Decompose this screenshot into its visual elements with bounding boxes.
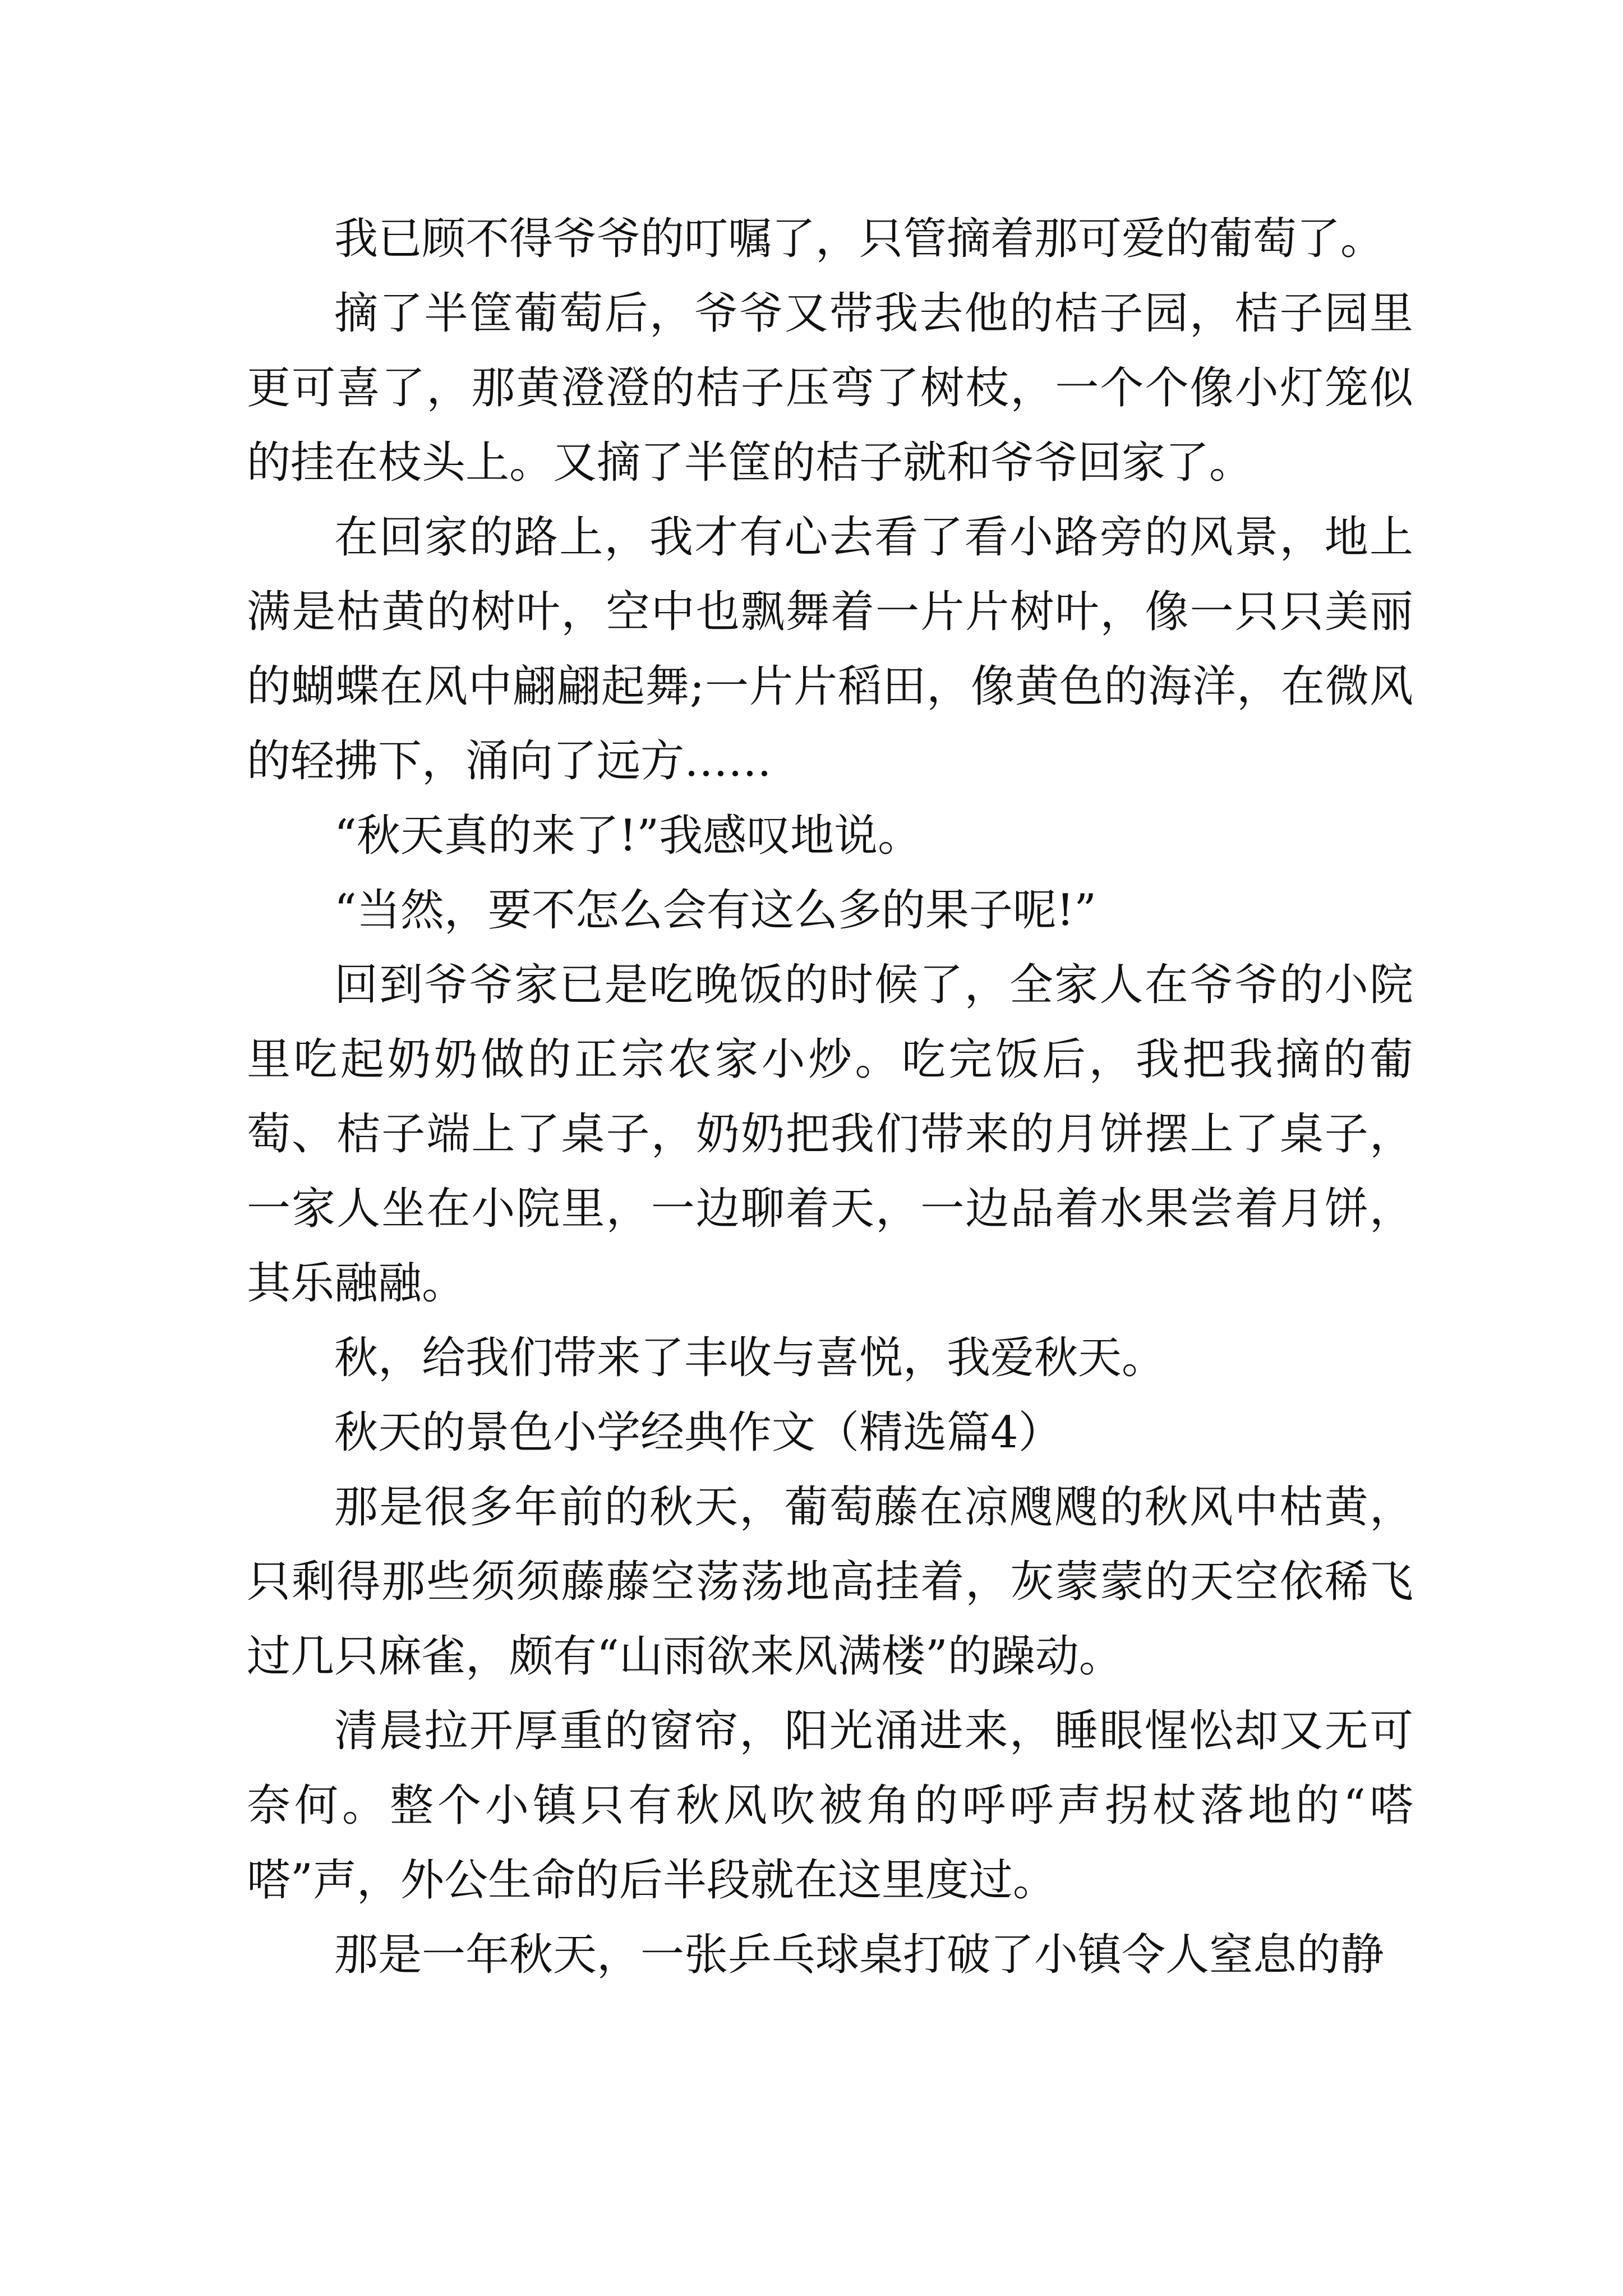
section-heading: 秋天的景色小学经典作文（精选篇4）: [334, 1407, 1062, 1458]
paragraph-reply: “当然，要不怎么会有这么多的果子呢!”: [334, 885, 1097, 936]
paragraph-way-home: 在回家的路上，我才有心去看了看小路旁的风景，地上满是枯黄的树叶，空中也飘舞着一片片树叶，像一只只美丽的蝴蝶在风中翩翩起舞;一片片稻田，像黄色的海洋，在微风的轻拂下，涌向了远方……: [247, 512, 1413, 786]
paragraph-ping-pong: 那是一年秋天，一张乒乓球桌打破了小镇令人窒息的静: [334, 1930, 1385, 1980]
paragraph-conclusion: 秋，给我们带来了丰收与喜悦，我爱秋天。: [334, 1333, 1166, 1383]
paragraph-autumn-exclaim: “秋天真的来了!”我感叹地说。: [334, 811, 922, 861]
paragraph-many-years-ago: 那是很多年前的秋天，葡萄藤在凉飕飕的秋风中枯黄，只剩得那些须须藤藤空荡荡地高挂着，灰蒙蒙的天空依稀飞过几只麻雀，颇有“山雨欲来风满楼”的躁动。: [247, 1482, 1413, 1682]
paragraph-morning: 清晨拉开厚重的窗帘，阳光涌进来，睡眼惺忪却又无可奈何。整个小镇只有秋风吹被角的呼呼声拐杖落地的“嗒嗒”声，外公生命的后半段就在这里度过。: [247, 1706, 1413, 1906]
paragraph-orange-garden: 摘了半筐葡萄后，爷爷又带我去他的桔子园，桔子园里更可喜了，那黄澄澄的桔子压弯了树枝，一个个像小灯笼似的挂在枝头上。又摘了半筐的桔子就和爷爷回家了。: [247, 288, 1413, 488]
article-body: [247, 202, 1413, 1993]
paragraph-grape-picking: 我已顾不得爷爷的叮嘱了，只管摘着那可爱的葡萄了。: [334, 214, 1385, 264]
paragraph-dinner: 回到爷爷家已是吃晚饭的时候了，全家人在爷爷的小院里吃起奶奶做的正宗农家小炒。吃完饭后，我把我摘的葡萄、桔子端上了桌子，奶奶把我们带来的月饼摆上了桌子，一家人坐在小院里，一边聊着天，一边品着水果尝着月饼，其乐融融。: [247, 960, 1413, 1309]
